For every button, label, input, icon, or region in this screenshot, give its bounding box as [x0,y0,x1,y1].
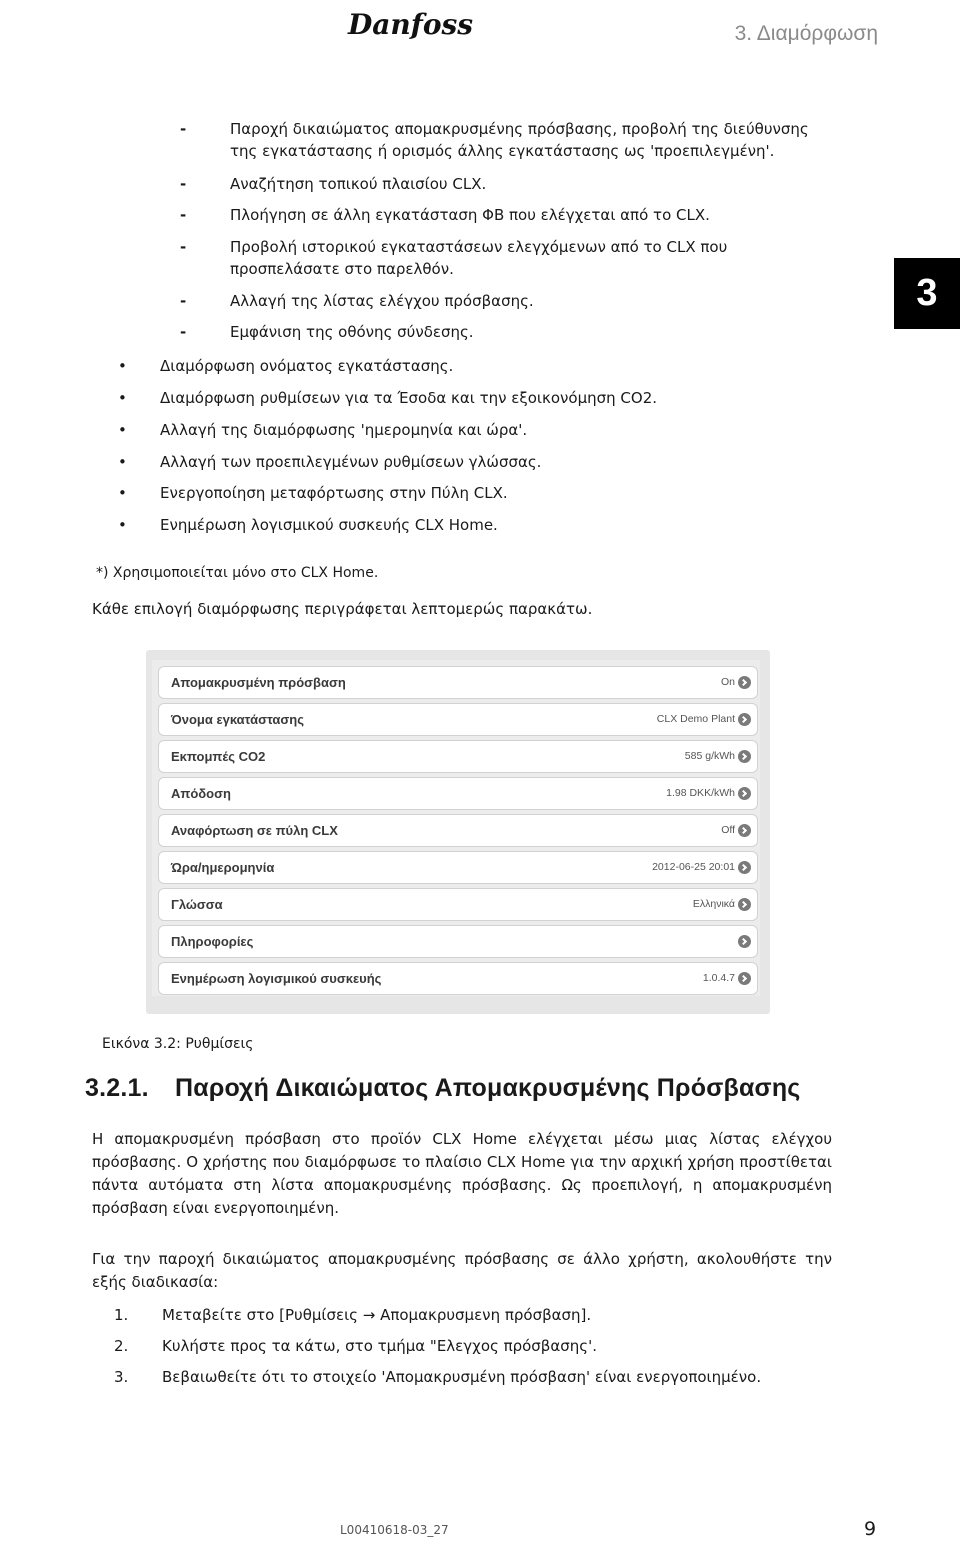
step-item: 2. Κυλήστε προς τα κάτω, στο τμήμα "Ελεγχος πρόσβασης'. [114,1337,597,1355]
list-item: • Αλλαγή της διαμόρφωσης 'ημερομηνία και ώρα'. [118,421,528,439]
section-title: 3. Διαμόρφωση [734,22,878,45]
setting-language[interactable]: Γλώσσα Ελληνικά [158,888,758,921]
paragraph: Η απομακρυσμένη πρόσβαση στο προϊόν CLX Home ελέγχεται μέσω μιας λίστας ελέγχου πρόσβασης. Ο χρήστης που διαμόρφωσε το πλαίσιο CLX Home για την αρχική χρήση προστίθεται πάντα αυτόματα στη λίστα απομακρυσμένης πρόσβασης. Ως προεπιλογή, η απομακρυσμένη πρόσβαση είναι ενεργοποιημένη. [92,1130,832,1217]
setting-co2-emissions[interactable]: Εκπομπές CO2 585 g/kWh [158,740,758,773]
section-title-text: Παροχή Δικαιώματος Απομακρυσμένης Πρόσβασης [175,1074,801,1102]
dash-marker: - [180,323,187,341]
list-item: • Ενεργοποίηση μεταφόρτωσης στην Πύλη CLX. [118,484,508,502]
dash-marker: - [180,206,187,224]
dash-marker: - [180,120,187,138]
list-item: - Αλλαγή της λίστας ελέγχου πρόσβασης. [180,292,534,310]
bullet-marker: • [118,389,127,407]
list-item: - Παροχή δικαιώματος απομακρυσμένης πρόσβασης, προβολή της διεύθυνσης της εγκατάστασης ή ορισμός άλλης εγκατάστασης ως 'προεπιλεγμένη'. [180,120,809,160]
bullet-marker: • [118,357,127,375]
chevron-right-icon [738,935,751,948]
settings-screenshot [146,650,770,1014]
setting-plant-name[interactable]: Όνομα εγκατάστασης CLX Demo Plant [158,703,758,736]
chevron-right-icon [738,787,751,800]
list-item: - Πλοήγηση σε άλλη εγκατάσταση ΦΒ που ελέγχεται από το CLX. [180,206,710,224]
list-item: • Διαμόρφωση ρυθμίσεων για τα Έσοδα και την εξοικονόμηση CO2. [118,389,658,407]
list-item: • Αλλαγή των προεπιλεγμένων ρυθμίσεων γλώσσας. [118,453,542,471]
step-item: 3. Βεβαιωθείτε ότι το στοιχείο 'Απομακρυσμένη πρόσβαση' είναι ενεργοποιημένο. [114,1368,762,1386]
list-item: • Διαμόρφωση ονόματος εγκατάστασης. [118,357,454,375]
list-item: - Εμφάνιση της οθόνης σύνδεσης. [180,323,474,341]
bullet-marker: • [118,484,127,502]
chevron-right-icon [738,713,751,726]
setting-yield[interactable]: Απόδοση 1.98 DKK/kWh [158,777,758,810]
setting-software-update[interactable]: Ενημέρωση λογισμικού συσκευής 1.0.4.7 [158,962,758,995]
paragraph: Για την παροχή δικαιώματος απομακρυσμένης πρόσβασης σε άλλο χρήστη, ακολουθήστε την εξής διαδικασία: [92,1250,832,1291]
chevron-right-icon [738,750,751,763]
chevron-right-icon [738,898,751,911]
dash-marker: - [180,292,187,310]
bullet-marker: • [118,453,127,471]
dash-marker: - [180,238,187,256]
step-item: 1. Μεταβείτε στο [Ρυθμίσεις → Απομακρυσμενη πρόσβαση]. [114,1306,592,1324]
section-heading [85,1074,801,1103]
setting-information[interactable]: Πληροφορίες [158,925,758,958]
settings-panel [152,660,760,996]
section-number: 3.2.1. [85,1074,149,1102]
chevron-right-icon [738,676,751,689]
footnote: *) Χρησιμοποιείται μόνο στο CLX Home. [96,565,379,581]
setting-time-date[interactable]: Ώρα/ημερομηνία 2012-06-25 20:01 [158,851,758,884]
list-item: • Ενημέρωση λογισμικού συσκευής CLX Home. [118,516,498,534]
list-item: - Προβολή ιστορικού εγκαταστάσεων ελεγχόμενων από το CLX που προσπελάσατε στο παρελθόν. [180,238,728,278]
svg-text:Danfoss: Danfoss [348,8,474,41]
bullet-marker: • [118,516,127,534]
figure-caption: Εικόνα 3.2: Ρυθμίσεις [102,1036,254,1052]
intro-line: Κάθε επιλογή διαμόρφωσης περιγράφεται λεπτομερώς παρακάτω. [92,600,593,618]
dash-marker: - [180,175,187,193]
chevron-right-icon [738,972,751,985]
danfoss-logo [346,2,474,46]
list-item: - Αναζήτηση τοπικού πλαισίου CLX. [180,175,487,193]
page-number: 9 [864,1518,877,1540]
chapter-tab: 3 [894,258,960,329]
chevron-right-icon [738,861,751,874]
bullet-marker: • [118,421,127,439]
setting-remote-access[interactable]: Απομακρυσμένη πρόσβαση On [158,666,758,699]
setting-upload-portal[interactable]: Αναφόρτωση σε πύλη CLX Off [158,814,758,847]
chevron-right-icon [738,824,751,837]
document-code: L00410618-03_27 [340,1523,449,1537]
